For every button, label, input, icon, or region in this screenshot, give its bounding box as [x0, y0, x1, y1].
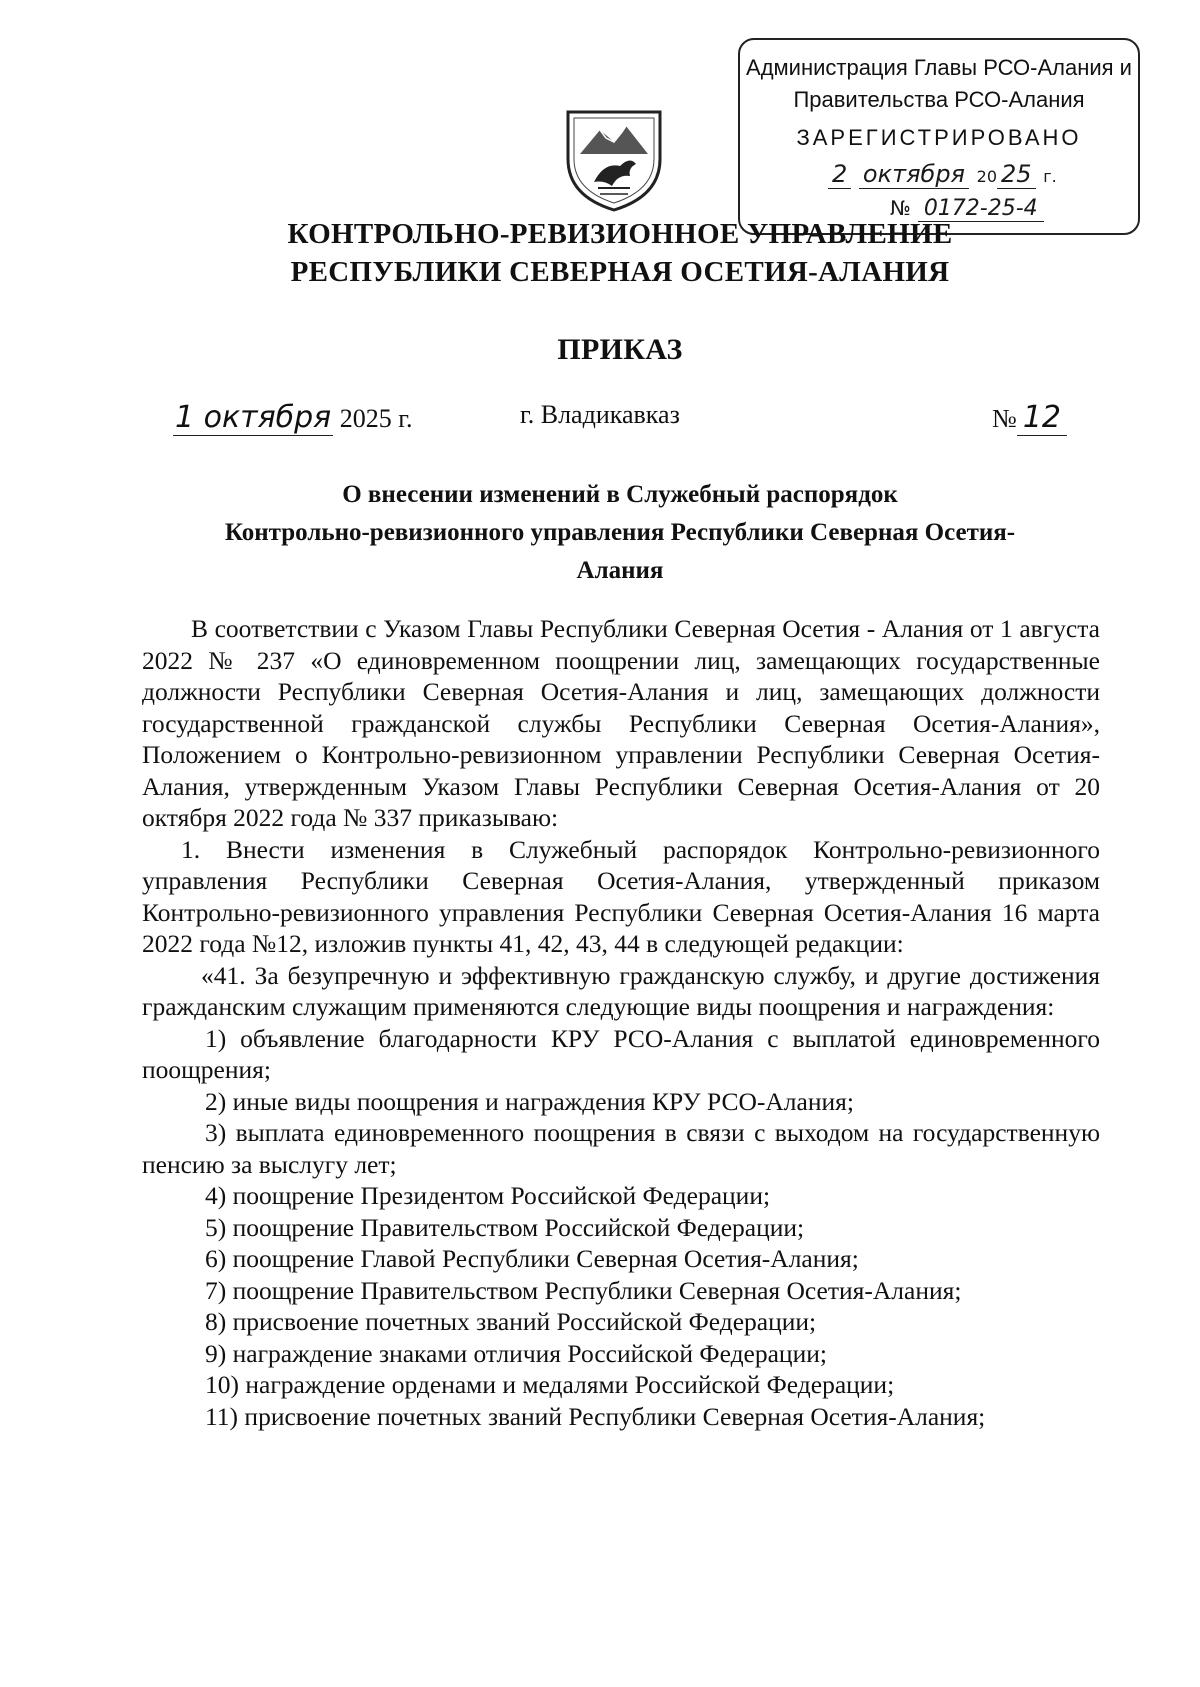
- list-item: 2) иные виды поощрения и награждения КРУ РСО-Алания;: [205, 1086, 854, 1116]
- stamp-registered: ЗАРЕГИСТРИРОВАНО: [796, 125, 1082, 150]
- org-name-line-1: КОНТРОЛЬНО-РЕВИЗИОННОЕ УПРАВЛЕНИЕ: [287, 218, 953, 250]
- order-number-handwritten: 12: [1017, 400, 1067, 436]
- list-item: 4) поощрение Президентом Российской Федерации;: [205, 1181, 771, 1210]
- stamp-line-1: Администрация Главы РСО-Алания и: [746, 55, 1132, 80]
- stamp-date-month: октября: [859, 160, 969, 189]
- subject-line-3: Алания: [576, 557, 664, 584]
- stamp-date: [828, 160, 1057, 188]
- order-date: [173, 400, 412, 435]
- list-item: 9) награждение знаками отличия Российской Федерации;: [205, 1338, 827, 1368]
- order-date-handwritten: 1 октября: [175, 400, 332, 435]
- order-number-label: №: [992, 404, 1017, 433]
- stamp-line-2: Правительства РСО-Алания: [793, 87, 1085, 112]
- list-item: 3) выплата единовременного поощрения в связи с выходом на государственную пенсию за выслугу лет;: [142, 1118, 1100, 1179]
- subject-line-2: Контрольно-ревизионного управления Республики Северная Осетия-: [224, 519, 1016, 546]
- stamp-date-day: 2: [828, 160, 851, 189]
- stamp-reg-number-value: 0172-25-4: [918, 196, 1044, 222]
- subject-line-1: О внесении изменений в Служебный распорядок: [342, 481, 898, 508]
- coat-of-arms-icon: [560, 104, 668, 214]
- order-number: [992, 400, 1067, 435]
- list-item: 1) объявление благодарности КРУ РСО-Алания с выплатой единовременного поощрения;: [142, 1023, 1100, 1084]
- item-1-paragraph: 1. Внести изменения в Служебный распорядок Контрольно-ревизионного управления Республики Северная Осетия-Алания, утвержденный приказом Контрольно-ревизионного управления Республики Северная Осетия-Алания 16 марта 2022 года №12, изложив пункты 41, 42, 43, 44 в следующей редакции:: [142, 834, 1100, 958]
- order-body: [142, 613, 1100, 1432]
- stamp-date-year-suffix: 25: [997, 160, 1036, 189]
- clause-41-paragraph: «41. За безупречную и эффективную гражданскую службу, и другие достижения гражданским служащим применяются следующие виды поощрения и награждения:: [142, 960, 1100, 1021]
- list-item: 6) поощрение Главой Республики Северная Осетия-Алания;: [205, 1244, 859, 1273]
- list-item: 10) награждение орденами и медалями Российской Федерации;: [205, 1370, 895, 1399]
- stamp-reg-number-label: №: [890, 196, 911, 220]
- preamble-paragraph: В соответствии с Указом Главы Республики Северная Осетия - Алания от 1 августа 2022 № 237 «О единовременном поощрении лиц, замещающих государственные должности Республики Северная Осетия-Алания и лиц, замещающих должности государственной гражданской службы Республики Северная Осетия-Алания», Положением о Контрольно-ревизионном управлении Республики Северная Осетия-Алания, утвержденным Указом Главы Республики Северная Осетия-Алания от 20 октября 2022 года № 337 приказываю:: [142, 614, 1100, 832]
- org-name-line-2: РЕСПУБЛИКИ СЕВЕРНАЯ ОСЕТИЯ-АЛАНИЯ: [290, 256, 950, 288]
- order-year: 2025 г.: [339, 404, 413, 433]
- registration-stamp: [738, 38, 1140, 235]
- order-subject: [160, 476, 1080, 590]
- document-title: ПРИКАЗ: [557, 333, 683, 366]
- list-item: 7) поощрение Правительством Республики Северная Осетия-Алания;: [205, 1275, 962, 1305]
- stamp-date-year-prefix: 20: [976, 167, 997, 186]
- list-item: 11) присвоение почетных званий Республики Северная Осетия-Алания;: [205, 1401, 986, 1431]
- list-item: 8) присвоение почетных званий Российской Федерации;: [205, 1307, 817, 1336]
- stamp-date-suffix: г.: [1043, 167, 1057, 186]
- list-item: 5) поощрение Правительством Российской Федерации;: [205, 1212, 805, 1242]
- order-city: г. Владикавказ: [520, 400, 680, 429]
